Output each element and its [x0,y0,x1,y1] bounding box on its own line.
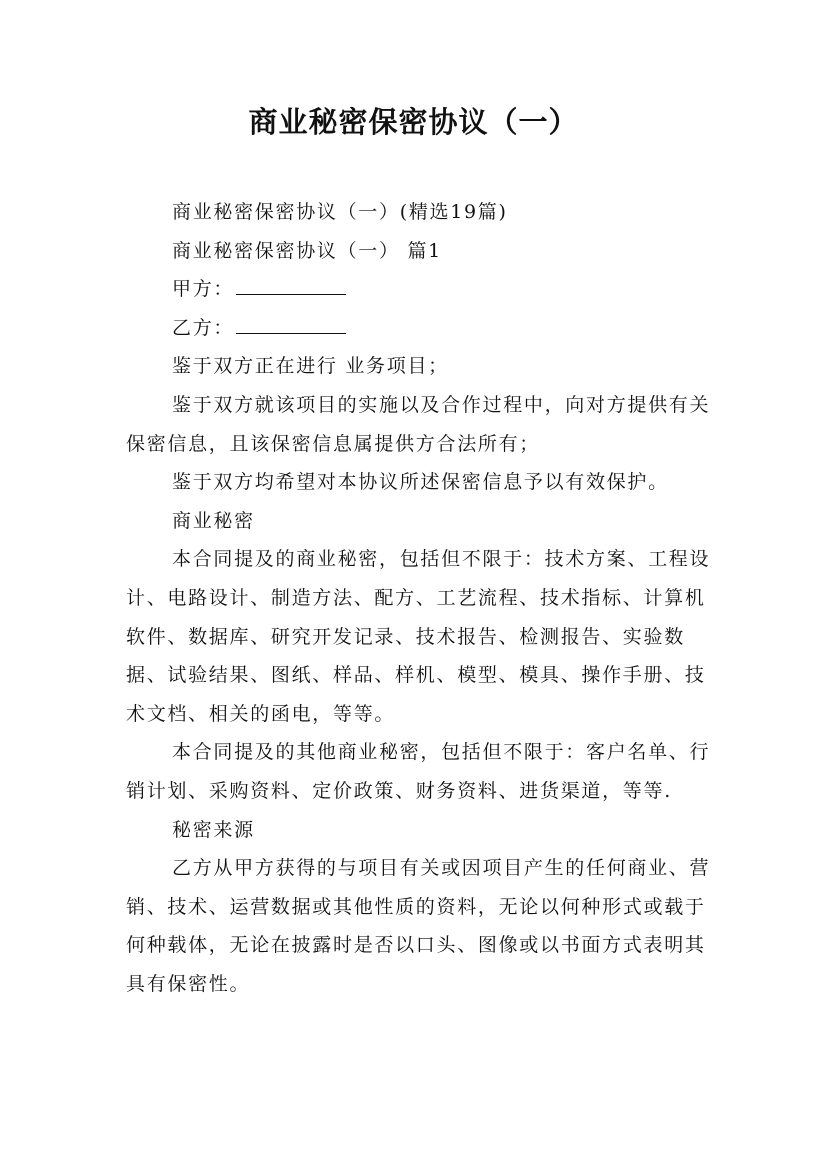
party-a-blank [236,274,346,295]
recital-1: 鉴于双方正在进行 业务项目； [172,355,449,378]
recital-2: 鉴于双方就该项目的实施以及合作过程中，向对方提供有关保密信息，且该保密信息属提供方合法所有； [126,393,711,455]
party-a-line [126,270,716,309]
chapter-heading: 商业秘密保密协议（一） 篇1 [172,239,442,262]
party-b-line [126,309,716,348]
document-body [126,193,716,1003]
party-b-label: 乙方： [172,316,235,339]
clause-secret-source: 乙方从甲方获得的与项目有关或因项目产生的任何商业、营销、技术、运营数据或其他性质的资料，无论以何种形式或载于何种载体，无论在披露时是否以口头、图像或以书面方式表明其具有保密性。 [126,857,711,995]
recital-3: 鉴于双方均希望对本协议所述保密信息予以有效保护。 [172,471,669,494]
clause-other-trade-secret: 本合同提及的其他商业秘密，包括但不限于：客户名单、行销计划、采购资料、定价政策、财务资料、进货渠道，等等. [126,741,711,802]
document-title: 商业秘密保密协议（一） [248,105,579,139]
party-a-label: 甲方： [172,278,235,301]
party-b-blank [236,313,346,334]
section-heading-trade-secret: 商业秘密 [172,509,255,532]
clause-trade-secret-scope: 本合同提及的商业秘密，包括但不限于：技术方案、工程设计、电路设计、制造方法、配方、工艺流程、技术指标、计算机软件、数据库、研究开发记录、技术报告、检测报告、实验数据、试验结果、图纸、样品、样机、模型、模具、操作手册、技术文档、相关的函电，等等。 [126,548,711,725]
section-heading-source: 秘密来源 [172,818,255,841]
subtitle-line: 商业秘密保密协议（一）(精选19篇) [172,201,508,223]
